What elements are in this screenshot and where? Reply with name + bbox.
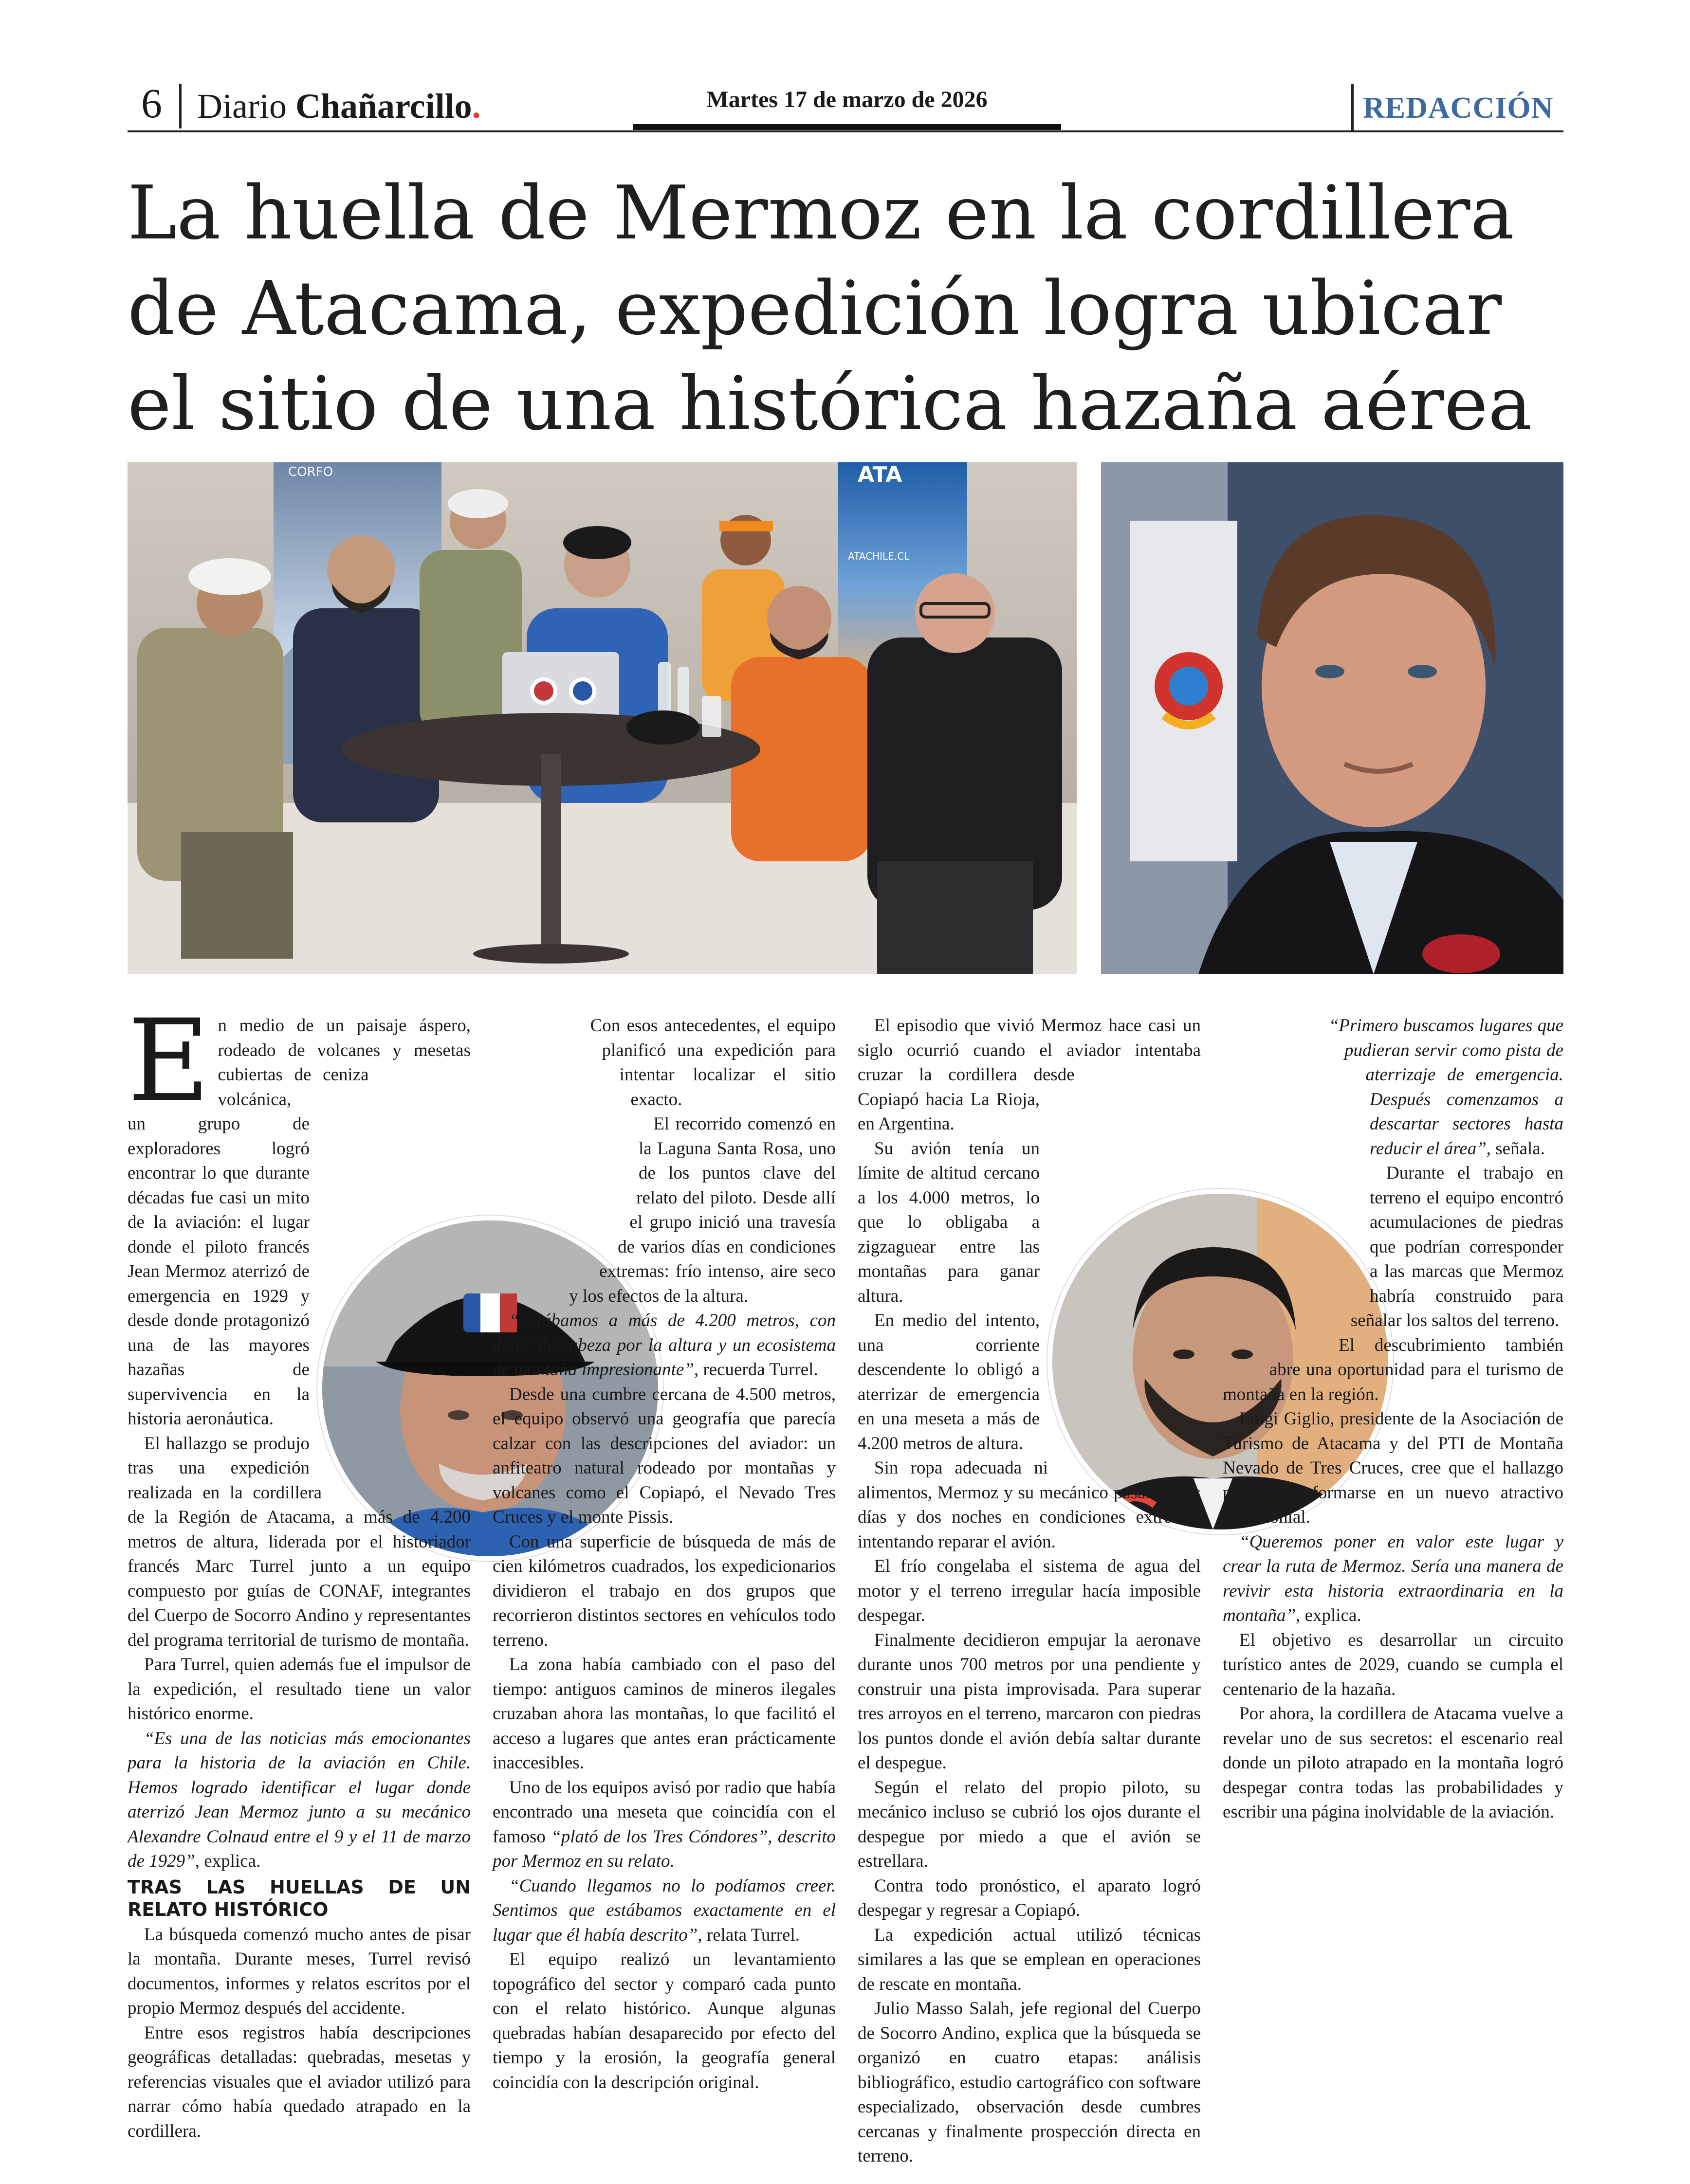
newspaper-name-dot: . bbox=[472, 87, 481, 126]
quote-attribution: , explica. bbox=[195, 1851, 261, 1871]
section-divider bbox=[1351, 84, 1354, 132]
section-label: REDACCIÓN bbox=[1363, 91, 1554, 125]
quote-attribution: , recuerda Turrel. bbox=[694, 1360, 818, 1380]
header-divider bbox=[179, 84, 182, 128]
paragraph-26 bbox=[1223, 1014, 1563, 1161]
paragraph-20: El frío congelaba el sistema de agua del motor y el terreno irregular hacía imposible despegar. bbox=[858, 1556, 1201, 1625]
paragraph-22: Según el relato del propio piloto, su mecánico incluso se cubrió los ojos durante el despegue por miedo a que el avión se estrellara. bbox=[858, 1777, 1201, 1871]
paragraph-21: Finalmente decidieron empujar la aeronave durante unos 700 metros por una pendiente y construir una pista improvisada. Para superar tres arroyos en el terreno, marcaron con piedras los puntos donde el avión debía saltar durante el despegue. bbox=[858, 1630, 1201, 1773]
newspaper-name-prefix: Diario bbox=[197, 87, 295, 126]
paragraph-7: Con esos antecedentes, el equipo planificó una expedición para intentar localizar el sitio exacto. bbox=[590, 1016, 836, 1110]
paragraph-10: Desde una cumbre cercana de 4.500 metros, el equipo observó una geografía que parecía calzar con las descripciones del aviador: un anfiteatro natural rodeado por montañas y volcanes como el Copiapó, el Nevado Tres Cruces y el monte Pissis. bbox=[493, 1384, 836, 1527]
paragraph-9 bbox=[493, 1309, 836, 1383]
quote-attribution: , señala. bbox=[1486, 1138, 1545, 1159]
quote-turrel-2: “Estábamos a más de 4.200 metros, con dolor de cabeza por la altura y un ecosistema de montaña impresionante” bbox=[493, 1310, 836, 1380]
paragraph-16: El episodio que vivió Mermoz hace casi un siglo ocurrió cuando el aviador intentaba cruzar la cordillera desde Copiapó hacia La Rioja, en Argentina. bbox=[858, 1016, 1201, 1134]
quote-turrel-1: “Es una de las noticias más emocionantes para la historia de la aviación en Chile. Hemos logrado identificar el lugar donde aterrizó Jean Mermoz junto a su mecánico Alexandre Colnaud entre el 9 y el 11 de marzo de 1929” bbox=[128, 1728, 471, 1871]
paragraph-3: Para Turrel, quien además fue el impulsor de la expedición, el resultado tiene un valor histórico enorme. bbox=[128, 1655, 471, 1724]
article-column-1 bbox=[128, 995, 471, 2141]
header-rule bbox=[128, 130, 1563, 132]
paragraph-19: Sin ropa adecuada ni alimentos, Mermoz y su mecánico pasaron tres días y dos noches en condiciones extremas intentando reparar el avión. bbox=[858, 1458, 1201, 1552]
paragraph-2: El hallazgo se produjo tras una expedición realizada en la cordillera de la Región de Atacama, a más de 4.200 metros de altura, liderada por el historiador francés Marc Turrel junto a un equipo compuesto por guías de CONAF, integrantes del Cuerpo de Socorro Andino y representantes del programa territorial de turismo de montaña. bbox=[128, 1433, 471, 1650]
paragraph-23: Contra todo pronóstico, el aparato logró despegar y regresar a Copiapó. bbox=[858, 1875, 1201, 1920]
page-number: 6 bbox=[141, 80, 162, 127]
newspaper-name bbox=[197, 83, 481, 129]
portrait-photo bbox=[1101, 462, 1563, 974]
paragraph-17: Su avión tenía un límite de altitud cercano a los 4.000 metros, lo que lo obligaba a zigzaguear entre las montañas para ganar altura. bbox=[858, 1138, 1040, 1306]
paragraph-1: n medio de un paisaje áspero, rodeado de volcanes y mesetas cubiertas de ceniza volcánica, un grupo de exploradores logró encontrar lo que durante décadas fue casi un mito de la aviación: el lugar donde el piloto francés Jean Mermoz aterrizó de emergencia en 1929 y desde donde protagonizó una de las mayores hazañas de supervivencia en la historia aeronáutica. bbox=[128, 1016, 471, 1429]
paragraph-12: La zona había cambiado con el paso del tiempo: antiguos caminos de mineros ilegales cruzaban ahora las montañas, lo que facilitó el acceso a lugares que antes eran prácticamente inaccesibles. bbox=[493, 1655, 836, 1773]
banner-right-url: ATACHILE.CL bbox=[848, 550, 910, 562]
paragraph-31: El objetivo es desarrollar un circuito turístico antes de 2029, cuando se cumpla el centenario de la hazaña. bbox=[1223, 1630, 1563, 1699]
article-column-4 bbox=[1223, 1014, 1563, 2099]
paragraph-5: La búsqueda comenzó mucho antes de pisar la montaña. Durante meses, Turrel revisó documentos, informes y relatos escritos por el propio Mermoz después del accidente. bbox=[128, 1924, 471, 2018]
quote-plato: “plató de los Tres Cóndores”, descrito por Mermoz en su relato. bbox=[493, 1826, 836, 1871]
article-headline: La huella de Mermoz en la cordillera de Atacama, expedición logra ubicar el sitio de una histórica hazaña aérea bbox=[128, 170, 1532, 447]
paragraph-4 bbox=[128, 1727, 471, 1874]
banner-left-text: CORFO bbox=[288, 465, 333, 479]
paragraph-13-text: Uno de los equipos avisó por radio que había encontrado una meseta que coincidía con el famoso bbox=[493, 1777, 836, 1847]
paragraph-18: En medio del intento, una corriente descendente lo obligó a aterrizar de emergencia en una meseta a más de 4.200 metros de altura. bbox=[858, 1310, 1040, 1454]
paragraph-29: Luigi Giglio, presidente de la Asociación de Turismo de Atacama y del PTI de Montaña Nevado de Tres Cruces, cree que el hallazgo puede transformarse en un nuevo atractivo patrimonial. bbox=[1223, 1409, 1563, 1527]
paragraph-14 bbox=[493, 1874, 836, 1948]
quote-giglio: “Queremos poner en valor este lugar y crear la ruta de Mermoz. Sería una manera de revivir esta historia extraordinaria en la montaña” bbox=[1223, 1531, 1563, 1625]
issue-date: Martes 17 de marzo de 2026 bbox=[706, 87, 988, 112]
paragraph-6: Entre esos registros había descripciones geográficas detalladas: quebradas, mesetas y referencias visuales que el aviador utilizó para narrar cómo había quedado atrapado en la cordillera. bbox=[128, 2022, 471, 2141]
quote-turrel-3: “Cuando llegamos no lo podíamos creer. Sentimos que estábamos exactamente en el lugar que él había descrito” bbox=[493, 1875, 836, 1945]
paragraph-13 bbox=[493, 1776, 836, 1874]
group-photo bbox=[128, 462, 1077, 974]
paragraph-11: Con una superficie de búsqueda de más de cien kilómetros cuadrados, los expedicionarios dividieron el trabajo en dos grupos que recorrieron distintos sectores en vehículos todo terreno. bbox=[493, 1531, 836, 1650]
paragraph-30 bbox=[1223, 1530, 1563, 1628]
paragraph-15: El equipo realizó un levantamiento topográfico del sector y comparó cada punto con el relato histórico. Aunque algunas quebradas habían desaparecido por efecto del tiempo y la erosión, la geografía general coincidía con la descripción original. bbox=[493, 1949, 836, 2093]
quote-masso: “Primero buscamos lugares que pudieran servir como pista de aterrizaje de emergencia. Después comenzamos a descartar sectores hasta reducir el área” bbox=[1328, 1016, 1563, 1159]
paragraph-25: Julio Masso Salah, jefe regional del Cuerpo de Socorro Andino, explica que la búsqueda se organizó en cuatro etapas: análisis bibliográfico, estudio cartográfico con software especializado, observación desde cumbres cercanas y finalmente prospección directa en terreno. bbox=[858, 1999, 1201, 2166]
paragraph-27: Durante el trabajo en terreno el equipo encontró acumulaciones de piedras que podrían corresponder a las marcas que Mermoz habría construido para señalar los saltos del terreno. bbox=[1350, 1163, 1563, 1330]
article-column-2 bbox=[493, 1014, 836, 2099]
newspaper-name-main: Chañarcillo bbox=[295, 87, 472, 126]
paragraph-32: Por ahora, la cordillera de Atacama vuelve a revelar uno de sus secretos: el escenario real donde un piloto atrapado en la montaña logró despegar contra todas las probabilidades y escribir una página inolvidable de la aviación. bbox=[1223, 1704, 1563, 1822]
banner-right-text: ATA bbox=[858, 462, 902, 487]
drop-cap: E bbox=[128, 995, 210, 1127]
quote-attribution: , explica. bbox=[1296, 1605, 1361, 1625]
date-underline bbox=[633, 124, 1061, 130]
article-column-3 bbox=[858, 1014, 1201, 2166]
section-subheading: TRAS LAS HUELLAS DE UN RELATO HISTÓRICO bbox=[128, 1876, 471, 1920]
paragraph-28: El descubrimiento también abre una oportunidad para el turismo de montaña en la región. bbox=[1223, 1335, 1563, 1404]
paragraph-8: El recorrido comenzó en la Laguna Santa Rosa, uno de los puntos clave del relato del piloto. Desde allí el grupo inició una travesía de varios días en condiciones extremas: frío intenso, aire seco y los efectos de la altura. bbox=[569, 1114, 836, 1306]
paragraph-24: La expedición actual utilizó técnicas similares a las que se emplean en operaciones de rescate en montaña. bbox=[858, 1925, 1201, 1994]
quote-attribution: , relata Turrel. bbox=[698, 1925, 800, 1945]
